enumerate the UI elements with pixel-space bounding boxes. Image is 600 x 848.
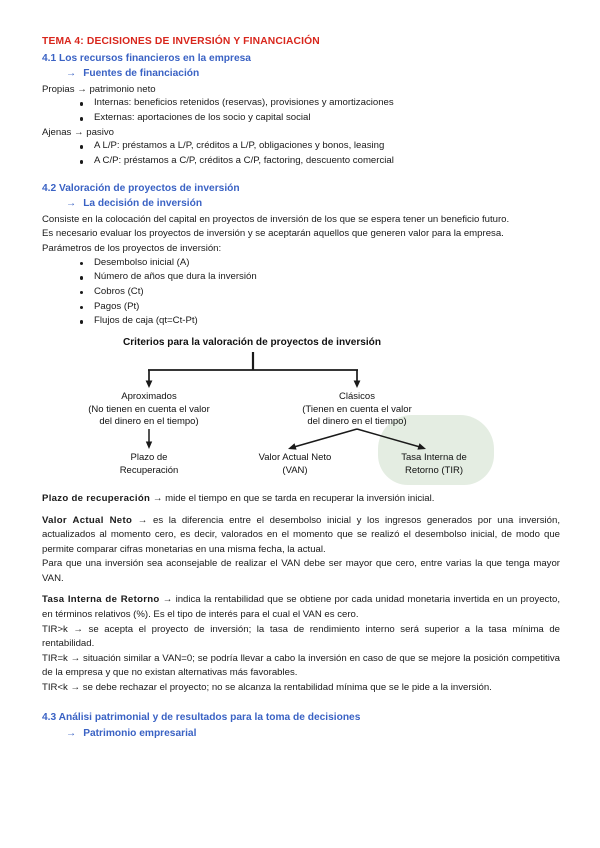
node-plazo-recuperacion xyxy=(89,452,209,477)
arrow-icon: → xyxy=(152,492,163,504)
subheading-decision-inversion xyxy=(42,197,560,211)
list-item: Pagos (Pt) xyxy=(80,300,560,315)
definition-tir-body: indica la rentabilidad que se obtiene por cada unidad monetaria invertida en un proyecto, en términos relativos (%). Es el tipo de interés para el cual el VAN es cero. xyxy=(42,594,561,620)
ajenas-list xyxy=(42,139,560,168)
subheading-fuentes-financiacion xyxy=(42,67,560,81)
list-item: A L/P: préstamos a L/P, créditos a L/P, obligaciones y bonos, leasing xyxy=(80,139,560,154)
parametros-list xyxy=(42,256,560,329)
heading-4-2: 4.2 Valoración de proyectos de inversión xyxy=(42,182,240,194)
heading-4-3: 4.3 Análisi patrimonial y de resultados para la toma de decisiones xyxy=(42,712,361,724)
node-van-line-2: (VAN) xyxy=(282,464,308,476)
arrow-icon: → xyxy=(137,514,148,526)
definition-van-term: Valor Actual Neto xyxy=(42,514,133,526)
node-plazo-line-1: Plazo de xyxy=(130,451,168,463)
list-item: Desembolso inicial (A) xyxy=(80,256,560,271)
arrow-icon: → xyxy=(66,68,77,80)
list-item: Externas: aportaciones de los socio y capital social xyxy=(80,111,560,126)
node-van xyxy=(236,452,354,477)
tir-condition-equal: TIR=k → situación similar a VAN=0; se podría llevar a cabo la inversión en caso de que se mejore la posición competitiva de la empresa y que no existan alternativas más favorables. xyxy=(42,652,560,679)
node-clasicos-desc-2: del dinero en el tiempo) xyxy=(307,416,407,428)
node-clasicos-desc-1: (Tienen en cuenta el valor xyxy=(302,403,412,415)
node-clasicos xyxy=(287,391,427,429)
diagram-title: Criterios para la valoración de proyectos de inversión xyxy=(122,336,382,348)
node-van-line-1: Valor Actual Neto xyxy=(258,451,332,463)
node-aproximados-label: Aproximados xyxy=(121,390,177,402)
arrow-icon: → xyxy=(162,594,173,606)
propias-line: Propias → patrimonio neto xyxy=(42,83,156,95)
list-item: Número de años que dura la inversión xyxy=(80,270,560,285)
arrow-icon: → xyxy=(66,727,77,739)
node-clasicos-label: Clásicos xyxy=(339,390,375,402)
document-title: TEMA 4: DECISIONES DE INVERSIÓN Y FINANCIACIÓN xyxy=(42,36,320,47)
list-item: A C/P: préstamos a C/P, créditos a C/P, factoring, descuento comercial xyxy=(80,154,560,169)
definition-van xyxy=(42,514,560,558)
node-aproximados-desc-2: del dinero en el tiempo) xyxy=(99,416,199,428)
definition-plazo-term: Plazo de recuperación xyxy=(42,492,151,504)
subheading-label: Fuentes de financiación xyxy=(83,68,200,80)
definition-plazo-body: mide el tiempo en que se tarda en recuperar la inversión inicial. xyxy=(165,492,435,504)
paragraph-parametros: Parámetros de los proyectos de inversión: xyxy=(42,242,222,254)
definition-van-note: Para que una inversión sea aconsejable de realizar el VAN debe ser mayor que cero, entre varias la que tenga mayor VAN. xyxy=(42,558,560,584)
propias-list xyxy=(42,96,560,125)
node-plazo-line-2: Recuperación xyxy=(119,464,179,476)
subheading-label: Patrimonio empresarial xyxy=(83,727,197,739)
heading-4-1: 4.1 Los recursos financieros en la empresa xyxy=(42,52,251,64)
definition-plazo xyxy=(42,492,560,507)
node-tir-line-2: Retorno (TIR) xyxy=(404,464,464,476)
subheading-label: La decisión de inversión xyxy=(83,198,203,210)
node-tir-line-1: Tasa Interna de xyxy=(401,451,467,463)
list-item: Flujos de caja (qt=Ct-Pt) xyxy=(80,314,560,329)
tir-condition-greater: TIR>k → se acepta el proyecto de inversión; la tasa de rendimiento interno será superior a la tasa mínima de rentabilidad. xyxy=(42,623,560,650)
list-item: Internas: beneficios retenidos (reservas), provisiones y amortizaciones xyxy=(80,96,560,111)
definition-tir xyxy=(42,593,560,622)
criteria-tree-diagram xyxy=(42,337,562,485)
node-aproximados-desc-1: (No tienen en cuenta el valor xyxy=(88,403,210,415)
definition-van-body: es la diferencia entre el desembolso inicial y los ingresos generados por una inversión, actualizados al momento cero, es decir, valorados en el momento que se realizó el desembolso inicial, de modo que permite comparar cifras monetarias en una misma fecha, la actual. xyxy=(42,514,560,555)
node-aproximados xyxy=(79,391,219,429)
node-tir xyxy=(371,452,497,477)
definition-tir-term: Tasa Interna de Retorno xyxy=(42,594,160,606)
ajenas-line: Ajenas → pasivo xyxy=(42,126,114,138)
paragraph-evaluar: Es necesario evaluar los proyectos de inversión y se aceptarán aquellos que generen valor para la empresa. xyxy=(42,228,504,240)
paragraph-consiste: Consiste en la colocación del capital en proyectos de inversión de los que se espera tener un beneficio futuro. xyxy=(42,213,510,225)
tir-condition-less: TIR<k → se debe rechazar el proyecto; no se alcanza la rentabilidad mínima que se le pide a la inversión. xyxy=(42,681,492,693)
subheading-patrimonio-empresarial xyxy=(42,727,560,741)
arrow-icon: → xyxy=(66,198,77,210)
list-item: Cobros (Ct) xyxy=(80,285,560,300)
